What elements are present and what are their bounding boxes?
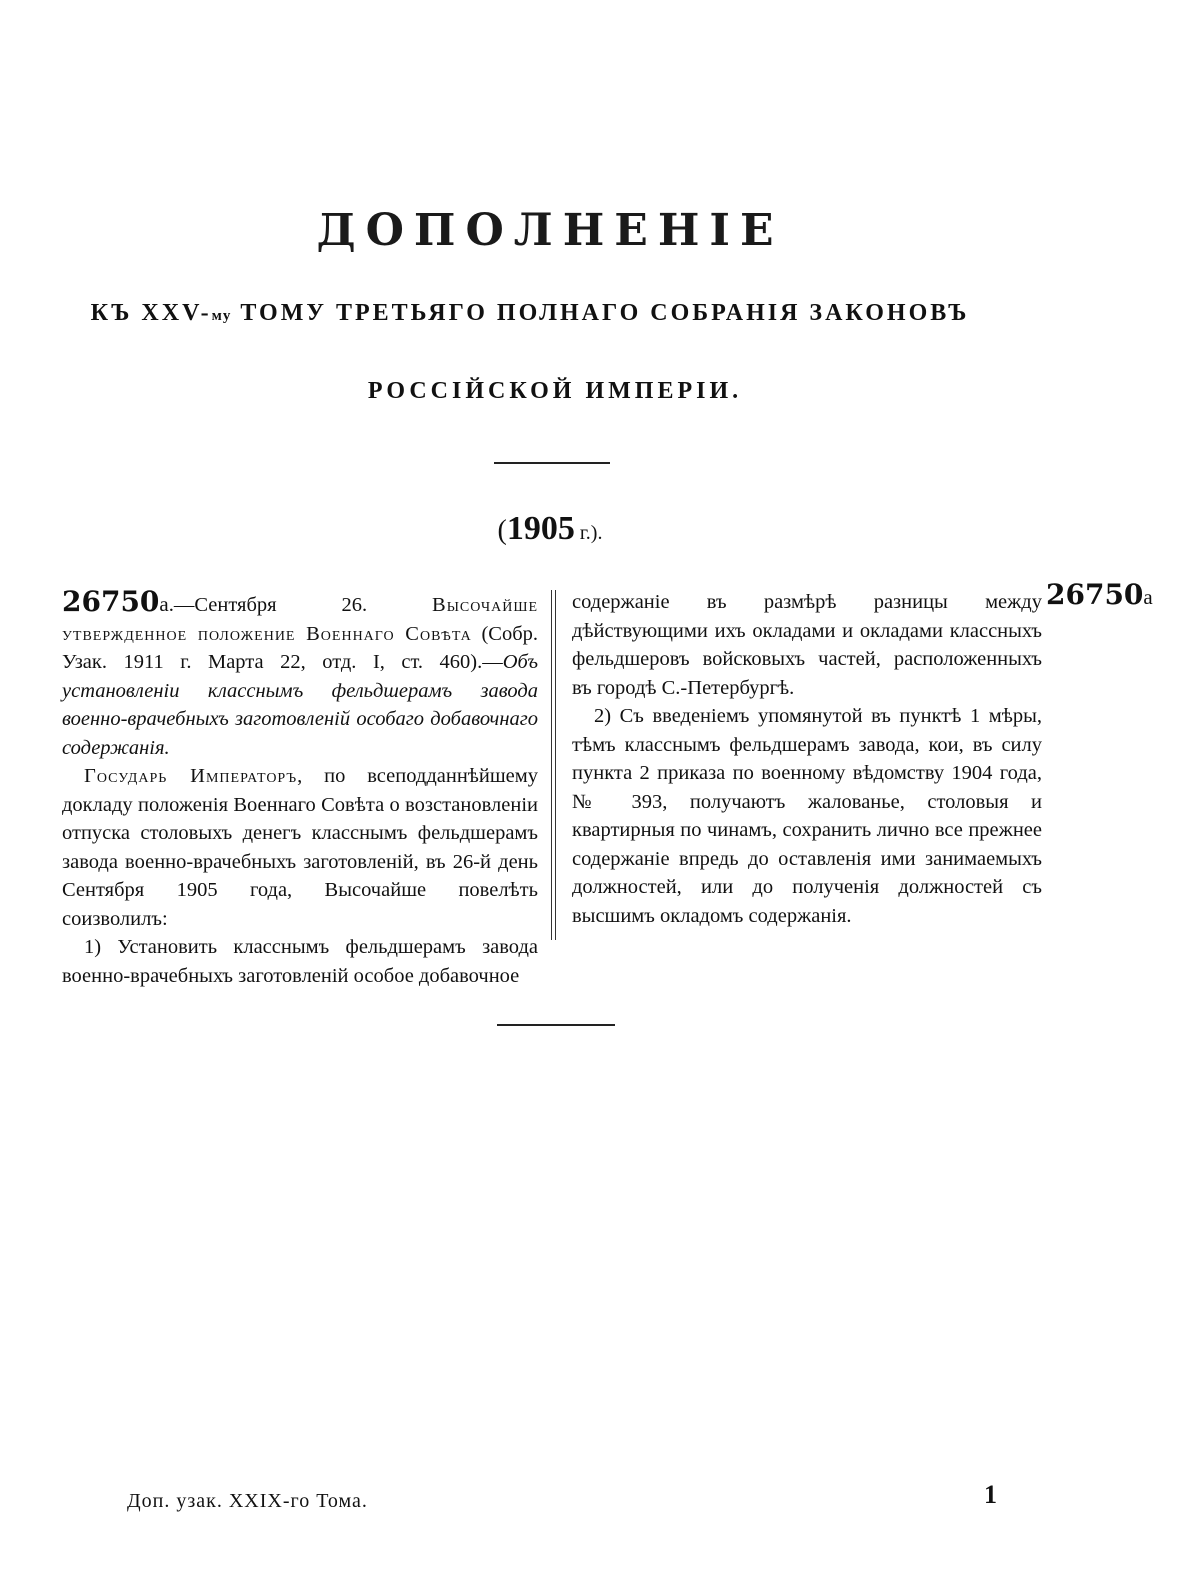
year-open: ( (497, 515, 507, 546)
margin-number: 26750 (1046, 578, 1144, 611)
margin-suffix: а (1143, 585, 1153, 609)
paragraph-1 (62, 762, 538, 933)
year-suffix: г.). (574, 522, 603, 544)
law-number: 26750 (62, 585, 160, 618)
year-heading (0, 510, 1100, 548)
year-number: 1905 (506, 510, 575, 547)
page-subtitle (0, 300, 1060, 327)
subtitle-small: му (211, 308, 232, 324)
margin-law-number (1046, 578, 1153, 611)
item-2: 2) Съ введеніемъ упомянутой въ пунктѣ 1 мѣры, тѣмъ класснымъ фельдшерамъ завода, кои, въ силу пункта 2 приказа по военному вѣдомству 1904 года, № 393, получаютъ жалованье, столовыя и квартирныя по чинамъ, сохранить лично все прежнее содержаніе впредь до оставленія ими занимаемыхъ должностей, или до полученія должностей съ высшимъ окладомъ содержанія. (572, 705, 1042, 927)
item-1-continuation: содержаніе въ размѣрѣ разницы между дѣйствующими ихъ окладами и окладами классныхъ фельдшеровъ войсковыхъ частей, расположенныхъ въ городѣ С.-Петербургѣ. (572, 591, 1042, 699)
column-divider-line (555, 590, 556, 940)
page-number: 1 (984, 1480, 997, 1509)
law-title: Объ установленіи класснымъ фельдшерамъ завода военно-врачебныхъ заготовленій особаго добавочнаго содержанія. (62, 651, 538, 759)
column-divider-line (551, 590, 552, 940)
law-suffix: а (159, 592, 169, 616)
law-date: .—Сентября 26. (168, 594, 433, 616)
subtitle-pre: КЪ XXV- (90, 300, 212, 326)
page-title: ДОПОЛНЕНІЕ (316, 205, 784, 256)
footer-signature: Доп. узак. XXIX-го Тома. (127, 1490, 368, 1512)
paragraph-1-smallcaps: Государь Императоръ (84, 765, 298, 787)
paragraph-1-rest: , по всеподданнѣйшему докладу положенія Военнаго Совѣта о возстановленіи отпуска столовыхъ денегъ класснымъ фельдшерамъ завода военно-врачебныхъ заготовленій, въ 26-й день Сентября 1905 года, Высочайше повелѣть соизволилъ: (62, 765, 538, 930)
bottom-divider-rule (497, 1024, 615, 1026)
item-1-start: 1) Установить класснымъ фельдшерамъ завода военно-врачебныхъ заготовленій особое добавочное (62, 936, 538, 987)
law-intro (62, 585, 539, 762)
law-intro-rest: (Собр. Узак. 1911 г. Марта 22, отд. I, ст. 460).— (62, 622, 539, 673)
subtitle-post: ТОМУ ТРЕТЬЯГО ПОЛНАГО СОБРАНІЯ ЗАКОНОВЪ (231, 300, 970, 326)
top-divider-rule (494, 462, 610, 464)
page-subtitle-2: РОССІЙСКОЙ ИМПЕРІИ. (367, 378, 743, 404)
right-column (572, 588, 1042, 930)
law-intro-smallcaps: Высочайше утвержденное положение Военнаго Совѣта (62, 594, 538, 645)
left-column (62, 585, 539, 990)
